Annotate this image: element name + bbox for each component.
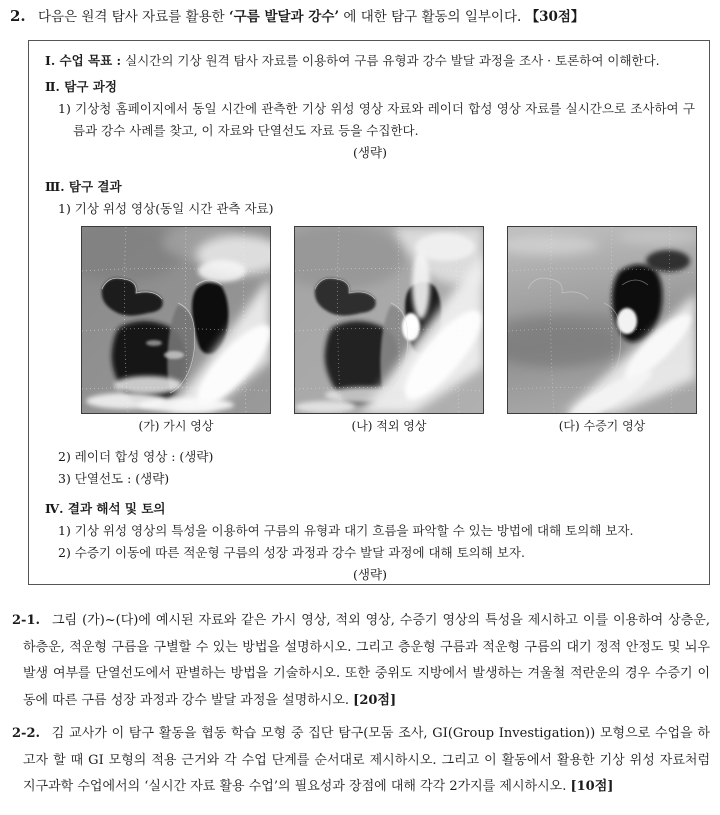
- section-goal: [45, 50, 695, 72]
- section-discussion-item-2: 2) 수증기 이동에 따른 적운형 구름의 성장 과정과 강수 발달 과정에 대해 토의해 보자.: [58, 545, 525, 560]
- sub-question-2-2: [8, 721, 710, 801]
- figure-visible: [81, 226, 271, 434]
- visible-satellite-image: [81, 226, 271, 414]
- sub-question-2-2-number: 2-2.: [12, 726, 41, 741]
- question-header: [10, 5, 714, 28]
- section-result-item-1: 1) 기상 위성 영상(동일 시간 관측 자료): [58, 201, 274, 216]
- caption-visible: (가) 가시 영상: [138, 419, 214, 433]
- sub-question-2-1-number: 2-1.: [12, 613, 41, 628]
- question-topic: ‘구름 발달과 강수’: [228, 9, 340, 25]
- section-process-heading: Ⅱ. 탐구 과정: [45, 79, 117, 94]
- question-points: 【30점】: [525, 9, 585, 25]
- section-result-heading: Ⅲ. 탐구 결과: [45, 179, 122, 194]
- section-goal-text: 실시간의 기상 원격 탐사 자료를 이용하여 구름 유형과 강수 발달 과정을 조사 · 토론하여 이해한다.: [125, 53, 660, 68]
- question-outro-text: 에 대한 탐구 활동의 일부이다.: [343, 9, 522, 25]
- section-discussion-item-1: 1) 기상 위성 영상의 특성을 이용하여 구름의 유형과 대기 흐름을 파악할 수 있는 방법에 대해 토의해 보자.: [58, 523, 634, 538]
- omitted-marker: (생략): [353, 567, 387, 582]
- caption-infrared: (나) 적외 영상: [351, 419, 427, 433]
- satellite-image-row: [81, 226, 695, 434]
- sub-question-2-1-text: 그림 (가)~(다)에 예시된 자료와 같은 가시 영상, 적외 영상, 수증기 영상의 특성을 제시하고 이를 이용하여 상층운, 하층운, 적운형 구름을 구별할 수 있는 방법을 설명하시오. 그리고 층운형 구름과 적운형 구름의 대기 정적 안정도 및 뇌우 발생 여부를 단열선도에서 판별하는 방법을 기술하시오. 또한 중위도 지방에서 발생하는 겨울철 적란운의 경우 수증기 이동에 따른 구름 성장 과정과 강수 발달 과정을 설명하시오.: [23, 613, 710, 708]
- figure-water-vapor: [507, 226, 697, 434]
- activity-box: [28, 40, 710, 585]
- sub-question-2-1-points: [20점]: [353, 692, 397, 708]
- figure-infrared: [294, 226, 484, 434]
- question-number: 2.: [10, 7, 26, 25]
- infrared-satellite-image: [294, 226, 484, 414]
- omitted-marker: (생략): [353, 145, 387, 160]
- section-process-item-1: 1) 기상청 홈페이지에서 동일 시간에 관측한 기상 위성 영상 자료와 레이더 합성 영상 자료를 실시간으로 조사하여 구름과 강수 사례를 찾고, 이 자료와 단열선도 자료 등을 수집한다.: [58, 101, 695, 138]
- water-vapor-satellite-image: [507, 226, 697, 414]
- caption-water-vapor: (다) 수증기 영상: [558, 419, 646, 433]
- section-goal-heading: Ⅰ. 수업 목표 :: [45, 53, 122, 68]
- sub-question-2-2-points: [10점]: [570, 779, 614, 794]
- section-result-item-2: 2) 레이더 합성 영상 : (생략): [58, 449, 214, 464]
- sub-question-2-1: [8, 608, 710, 714]
- section-result-item-3: 3) 단열선도 : (생략): [58, 471, 170, 486]
- section-discussion-heading: Ⅳ. 결과 해석 및 토의: [45, 501, 166, 516]
- question-intro-text: 다음은 원격 탐사 자료를 활용한: [37, 9, 225, 25]
- sub-question-2-2-text: 김 교사가 이 탐구 활동을 협동 학습 모형 중 집단 탐구(모둠 조사, GI(Group Investigation)) 모형으로 수업을 하고자 할 때 GI 모형의 적용 근거와 각 수업 단계를 순서대로 제시하시오. 그리고 이 활동에서 활용한 기상 위성 자료처럼 지구과학 수업에서의 ‘실시간 자료 활용 수업’의 필요성과 장점에 대해 각각 2가지를 제시하시오.: [23, 726, 710, 794]
